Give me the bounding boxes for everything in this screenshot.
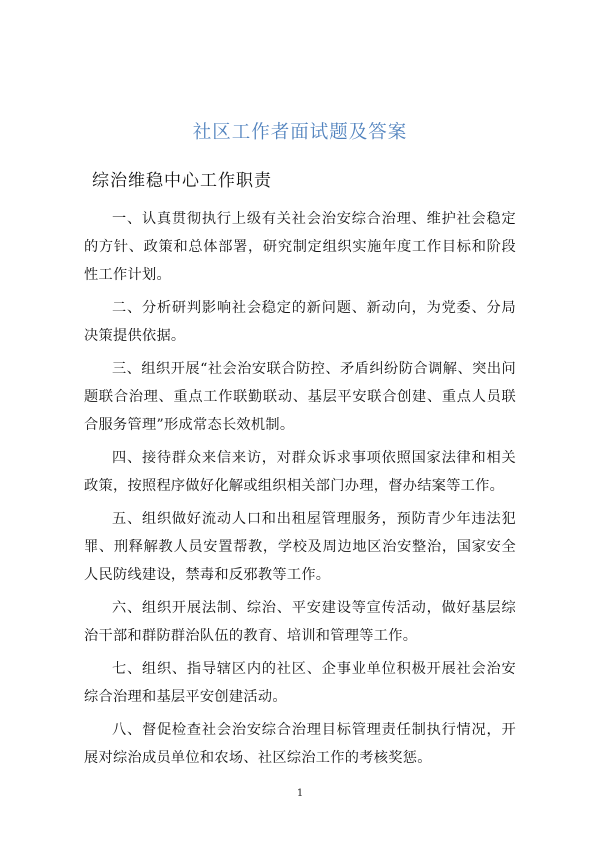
paragraph-6: 六、组织开展法制、综治、平安建设等宣传活动，做好基层综治干部和群防群治队伍的教育、培训和管理等工作。 — [84, 600, 516, 644]
paragraph-list — [84, 205, 516, 777]
paragraph-5: 五、组织做好流动人口和出租屋管理服务，预防青少年违法犯罪、刑释解教人员安置帮教，学校及周边地区治安整治，国家安全人民防线建设，禁毒和反邪教等工作。 — [84, 511, 516, 583]
section-heading: 综治维稳中心工作职责 — [92, 171, 272, 191]
paragraph-2: 二、分析研判影响社会稳定的新问题、新动向，为党委、分局决策提供依据。 — [84, 300, 516, 344]
paragraph-7: 七、组织、指导辖区内的社区、企事业单位积极开展社会治安综合治理和基层平安创建活动。 — [84, 661, 516, 705]
document-title: 社区工作者面试题及答案 — [192, 122, 408, 143]
paragraph-1: 一、认真贯彻执行上级有关社会治安综合治理、维护社会稳定的方针、政策和总体部署，研究制定组织实施年度工作目标和阶段性工作计划。 — [84, 211, 516, 283]
paragraph-4: 四、接待群众来信来访，对群众诉求事项依照国家法律和相关政策，按照程序做好化解或组织相关部门办理，督办结案等工作。 — [84, 450, 516, 494]
page-number: 1 — [296, 788, 304, 799]
paragraph-8: 八、督促检查社会治安综合治理目标管理责任制执行情况，开展对综治成员单位和农场、社区综治工作的考核奖惩。 — [84, 722, 516, 766]
paragraph-3: 三、组织开展“社会治安联合防控、矛盾纠纷防合调解、突出问题联合治理、重点工作联勤联动、基层平安联合创建、重点人员联合服务管理”形成常态长效机制。 — [84, 361, 516, 433]
